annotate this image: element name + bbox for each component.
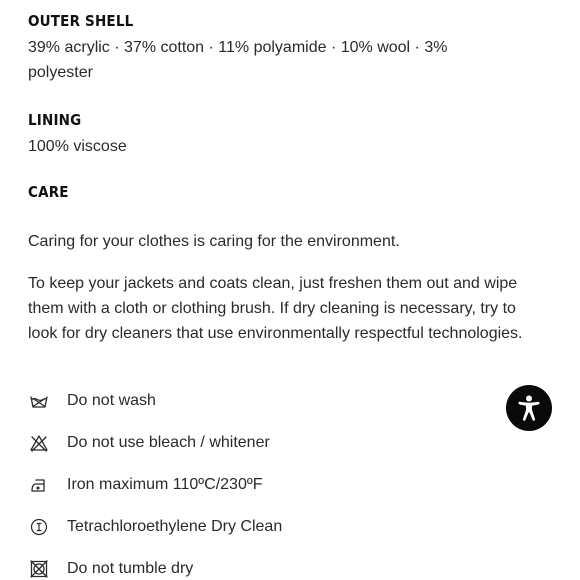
accessibility-icon xyxy=(509,388,549,428)
outer-shell-heading: OUTER SHELL xyxy=(28,12,134,30)
care-instruction-iron xyxy=(28,473,263,497)
care-instruction-label: Do not use bleach / whitener xyxy=(67,434,270,451)
iron-icon xyxy=(28,474,50,496)
care-instruction-label: Do not wash xyxy=(67,392,156,409)
lining-heading: LINING xyxy=(28,111,82,129)
care-instruction-do-not-wash xyxy=(28,389,156,413)
care-heading: CARE xyxy=(28,183,69,201)
outer-shell-composition: 39% acrylic · 37% cotton · 11% polyamide · 10% wool · 3% polyester xyxy=(28,39,448,81)
care-instruction-do-not-bleach xyxy=(28,431,270,455)
care-intro-text: Caring for your clothes is caring for the environment. xyxy=(28,233,400,250)
care-instruction-label: Tetrachloroethylene Dry Clean xyxy=(67,518,283,535)
care-detail-text: To keep your jackets and coats clean, just freshen them out and wipe them with a cloth or clothing brush. If dry cleaning is necessary, try to look for dry cleaners that use environmentally respectful technologies. xyxy=(28,275,523,342)
care-instruction-do-not-tumble-dry xyxy=(28,557,194,580)
do-not-wash-icon xyxy=(28,390,50,412)
care-instruction-label: Do not tumble dry xyxy=(67,560,194,577)
dry-clean-icon xyxy=(28,516,50,538)
accessibility-button[interactable] xyxy=(506,385,552,431)
do-not-bleach-icon xyxy=(28,432,50,454)
do-not-tumble-dry-icon xyxy=(28,558,50,580)
care-instruction-dry-clean xyxy=(28,515,283,539)
care-instruction-label: Iron maximum 110ºC/230ºF xyxy=(67,476,263,493)
lining-composition: 100% viscose xyxy=(28,138,127,155)
